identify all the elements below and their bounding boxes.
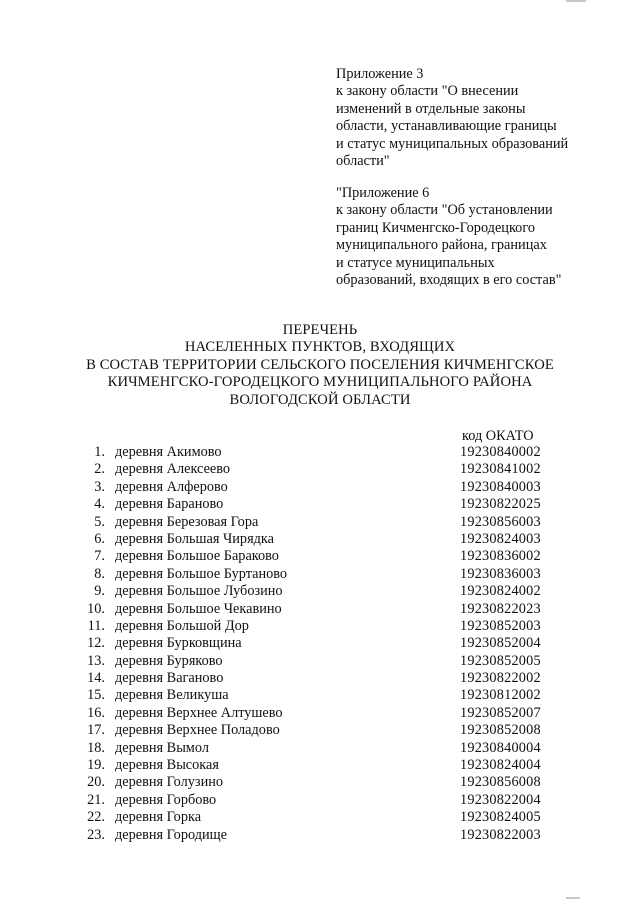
row-number: 1. bbox=[94, 444, 105, 460]
title-line: В СОСТАВ ТЕРРИТОРИИ СЕЛЬСКОГО ПОСЕЛЕНИЯ КИЧМЕНГСКОЕ bbox=[86, 356, 554, 373]
annex-3-line: и статус муниципальных образований bbox=[336, 135, 569, 152]
settlement-name: деревня Горка bbox=[115, 809, 202, 826]
annex-3-line: к закону области "О внесении bbox=[336, 83, 519, 100]
row-number: 6. bbox=[94, 530, 105, 547]
row-number: 16. bbox=[87, 704, 105, 721]
okato-column-header: код ОКАТО bbox=[462, 428, 534, 444]
settlement-name: деревня Акимово bbox=[115, 444, 222, 460]
scan-mark-top bbox=[566, 0, 586, 2]
annex-3-line: области" bbox=[336, 152, 390, 169]
settlement-row bbox=[0, 531, 640, 548]
settlement-name: деревня Березовая Гора bbox=[115, 513, 259, 530]
row-number: 22. bbox=[87, 809, 105, 826]
row-number: 2. bbox=[94, 461, 105, 478]
annex-6-note bbox=[336, 185, 636, 289]
settlement-name: деревня Большое Чекавино bbox=[115, 600, 282, 617]
annex-3-line: Приложение 3 bbox=[336, 66, 424, 82]
settlement-name: деревня Верхнее Поладово bbox=[115, 722, 280, 739]
settlement-row bbox=[0, 566, 640, 583]
okato-code: 19230852007 bbox=[460, 704, 541, 721]
annex-3-note bbox=[336, 66, 636, 170]
row-number: 19. bbox=[87, 757, 105, 774]
settlement-list bbox=[0, 444, 640, 844]
okato-code: 19230840002 bbox=[460, 444, 541, 460]
settlement-row bbox=[0, 635, 640, 652]
settlement-name: деревня Большая Чирядка bbox=[115, 530, 275, 547]
row-number: 12. bbox=[87, 635, 105, 652]
okato-code: 19230822023 bbox=[460, 600, 541, 617]
annex-6-line: образований, входящих в его состав" bbox=[336, 271, 562, 288]
settlement-row bbox=[0, 740, 640, 757]
title-line: ПЕРЕЧЕНЬ bbox=[282, 322, 358, 338]
settlement-name: деревня Городище bbox=[115, 826, 227, 843]
okato-code: 19230852005 bbox=[460, 652, 541, 669]
settlement-row bbox=[0, 496, 640, 513]
settlement-name: деревня Большое Бараково bbox=[115, 548, 279, 565]
row-number: 11. bbox=[87, 617, 105, 634]
row-number: 5. bbox=[94, 513, 105, 530]
settlement-row bbox=[0, 687, 640, 704]
settlement-row bbox=[0, 601, 640, 618]
row-number: 17. bbox=[87, 722, 105, 739]
scan-mark-bottom bbox=[566, 897, 580, 899]
okato-code: 19230812002 bbox=[460, 687, 541, 704]
okato-code: 19230824004 bbox=[460, 757, 541, 774]
settlement-row bbox=[0, 827, 640, 844]
okato-code: 19230822003 bbox=[460, 826, 541, 843]
okato-code: 19230836002 bbox=[460, 548, 541, 565]
settlement-name: деревня Высокая bbox=[115, 757, 219, 774]
row-number: 23. bbox=[87, 826, 105, 843]
settlement-row bbox=[0, 792, 640, 809]
row-number: 10. bbox=[87, 600, 105, 617]
title-line: НАСЕЛЕННЫХ ПУНКТОВ, ВХОДЯЩИХ bbox=[184, 339, 456, 356]
settlement-name: деревня Голузино bbox=[115, 774, 224, 791]
okato-code: 19230824002 bbox=[460, 583, 541, 600]
row-number: 7. bbox=[94, 548, 105, 565]
settlement-row bbox=[0, 757, 640, 774]
annex-3-line: изменений в отдельные законы bbox=[336, 100, 526, 117]
settlement-name: деревня Алексеево bbox=[115, 461, 231, 478]
row-number: 4. bbox=[94, 496, 105, 513]
okato-code: 19230852008 bbox=[460, 722, 541, 739]
okato-code: 19230852003 bbox=[460, 617, 541, 634]
row-number: 15. bbox=[87, 687, 105, 704]
row-number: 20. bbox=[87, 774, 105, 791]
settlement-name: деревня Горбово bbox=[115, 791, 217, 808]
okato-code: 19230840003 bbox=[460, 478, 541, 495]
okato-code: 19230840004 bbox=[460, 739, 541, 756]
annex-6-line: "Приложение 6 bbox=[336, 185, 430, 201]
settlement-row bbox=[0, 618, 640, 635]
settlement-row bbox=[0, 583, 640, 600]
okato-code: 19230841002 bbox=[460, 461, 541, 478]
row-number: 13. bbox=[87, 652, 105, 669]
row-number: 8. bbox=[94, 565, 105, 582]
settlement-name: деревня Бараново bbox=[115, 496, 224, 513]
settlement-row bbox=[0, 705, 640, 722]
settlement-name: деревня Большое Лубозино bbox=[115, 583, 283, 600]
settlement-name: деревня Верхнее Алтушево bbox=[115, 704, 283, 721]
annex-6-line: муниципального района, границах bbox=[336, 237, 547, 254]
settlement-name: деревня Буряково bbox=[115, 652, 223, 669]
settlement-row bbox=[0, 461, 640, 478]
title-line: ВОЛОГОДСКОЙ ОБЛАСТИ bbox=[229, 391, 411, 408]
okato-code: 19230822002 bbox=[460, 670, 541, 687]
settlement-name: деревня Ваганово bbox=[115, 670, 224, 687]
settlement-row bbox=[0, 653, 640, 670]
settlement-row bbox=[0, 774, 640, 791]
settlement-row bbox=[0, 479, 640, 496]
okato-code: 19230822004 bbox=[460, 791, 541, 808]
okato-code: 19230852004 bbox=[460, 635, 541, 652]
settlement-row bbox=[0, 514, 640, 531]
okato-code: 19230824005 bbox=[460, 809, 541, 826]
settlement-row bbox=[0, 548, 640, 565]
row-number: 21. bbox=[87, 791, 105, 808]
settlement-row bbox=[0, 444, 640, 461]
row-number: 3. bbox=[94, 478, 105, 495]
title-line: КИЧМЕНГСКО-ГОРОДЕЦКОГО МУНИЦИПАЛЬНОГО РАЙОНА bbox=[107, 374, 533, 391]
settlement-name: деревня Великуша bbox=[115, 687, 229, 704]
annex-6-line: границ Кичменгско-Городецкого bbox=[336, 219, 535, 236]
okato-code: 19230856008 bbox=[460, 774, 541, 791]
settlement-name: деревня Большой Дор bbox=[115, 617, 249, 634]
annex-3-line: области, устанавливающие границы bbox=[336, 118, 557, 135]
row-number: 18. bbox=[87, 739, 105, 756]
okato-code: 19230824003 bbox=[460, 530, 541, 547]
settlement-name: деревня Большое Буртаново bbox=[115, 565, 288, 582]
settlement-row bbox=[0, 722, 640, 739]
document-title bbox=[0, 322, 640, 409]
annex-6-line: и статусе муниципальных bbox=[336, 254, 495, 271]
okato-code: 19230856003 bbox=[460, 513, 541, 530]
okato-code: 19230836003 bbox=[460, 565, 541, 582]
row-number: 14. bbox=[87, 670, 105, 687]
annex-6-line: к закону области "Об установлении bbox=[336, 202, 553, 219]
settlement-row bbox=[0, 809, 640, 826]
row-number: 9. bbox=[94, 583, 105, 600]
settlement-name: деревня Бурковщина bbox=[115, 635, 242, 652]
settlement-name: деревня Вымол bbox=[115, 739, 209, 756]
settlement-name: деревня Алферово bbox=[115, 478, 228, 495]
settlement-row bbox=[0, 670, 640, 687]
okato-code: 19230822025 bbox=[460, 496, 541, 513]
